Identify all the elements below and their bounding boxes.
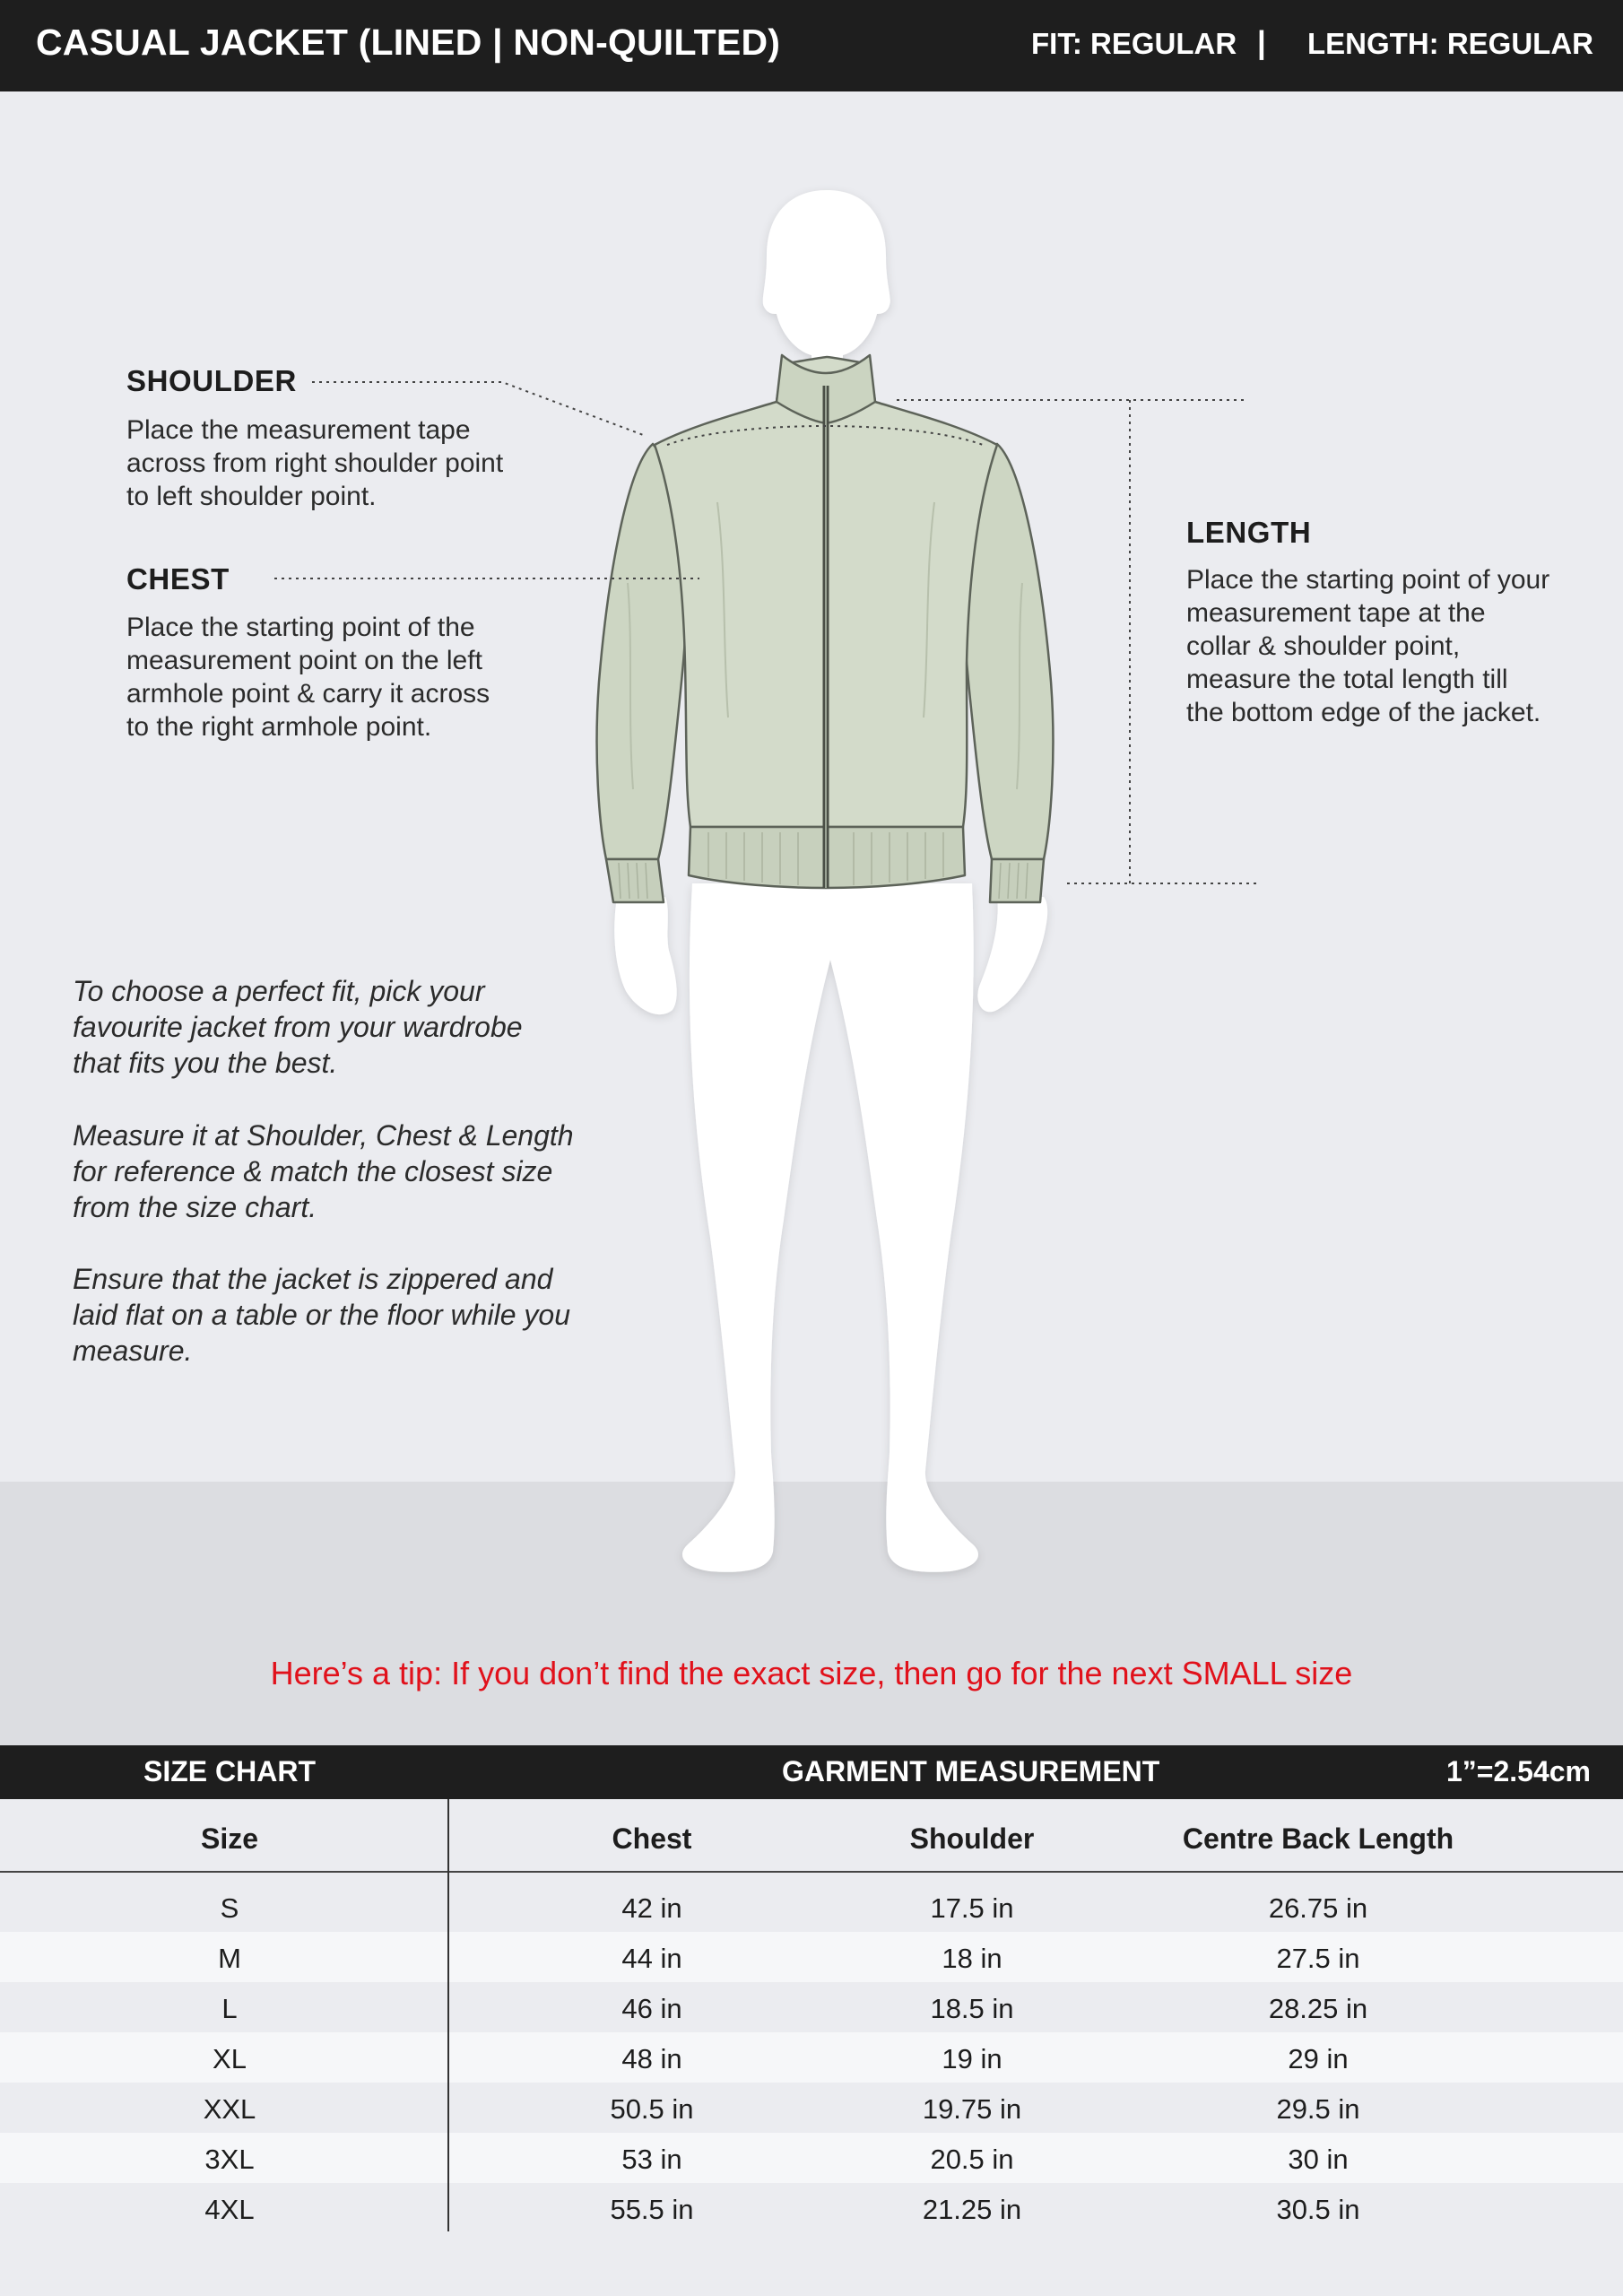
length-description: Place the starting point of your measurement tape at the collar & shoulder point, measure the total length till the bottom edge of the jacket. [1186,565,1550,727]
cell-shoulder: 20.5 in [930,2144,1014,2175]
cell-shoulder: 18 in [942,1943,1002,1974]
cell-chest: 50.5 in [610,2093,694,2125]
column-header-length: Centre Back Length [1182,1822,1454,1855]
shoulder-description: Place the measurement tape across from right shoulder point to left shoulder point. [126,415,504,511]
cell-size: S [220,1892,239,1924]
column-header-shoulder: Shoulder [909,1822,1035,1855]
cell-length: 29.5 in [1276,2093,1360,2125]
cell-size: XL [213,2043,247,2074]
cell-size: 4XL [204,2194,255,2225]
size-chart-table [0,1799,1623,2296]
product-title: CASUAL JACKET (LINED | NON-QUILTED) [36,22,781,63]
cell-length: 30 in [1288,2144,1349,2175]
column-divider [447,1799,449,2231]
table-row [0,1982,1623,2032]
cell-chest: 55.5 in [610,2194,694,2225]
jacket [597,355,1054,902]
table-row [0,2032,1623,2083]
cell-size: L [221,1993,238,2024]
cell-chest: 53 in [621,2144,682,2175]
table-header-row [0,1799,1623,1873]
table-row [0,2183,1623,2233]
table-row [0,2083,1623,2133]
cell-shoulder: 19.75 in [922,2093,1022,2125]
length-label: LENGTH: REGULAR [1307,27,1593,60]
column-header-chest: Chest [612,1822,692,1855]
header-separator: | [1257,25,1266,60]
table-row [0,1932,1623,1982]
cell-length: 29 in [1288,2043,1349,2074]
instruction-paragraph-2: Measure it at Shoulder, Chest & Length for reference & match the closest size from the size chart. [73,1119,574,1223]
chest-description: Place the starting point of the measurement point on the left armhole point & carry it across to the right armhole point. [126,613,490,742]
instruction-paragraph-3: Ensure that the jacket is zippered and laid flat on a table or the floor while you measure. [73,1263,570,1367]
table-row [0,2133,1623,2183]
length-heading: LENGTH [1186,516,1312,549]
table-row [0,1882,1623,1932]
size-chart-title: SIZE CHART [143,1755,316,1787]
cell-size: XXL [203,2093,256,2125]
unit-conversion: 1”=2.54cm [1445,1755,1591,1787]
cell-chest: 44 in [621,1943,682,1974]
cell-shoulder: 21.25 in [922,2194,1022,2225]
cell-shoulder: 19 in [942,2043,1002,2074]
cell-shoulder: 17.5 in [930,1892,1014,1924]
cell-length: 27.5 in [1276,1943,1360,1974]
cell-size: 3XL [204,2144,255,2175]
garment-measurement-title: GARMENT MEASUREMENT [782,1755,1160,1787]
instruction-paragraph-1: To choose a perfect fit, pick your favourite jacket from your wardrobe that fits you the best. [73,975,523,1079]
column-header-size: Size [200,1822,259,1855]
cell-length: 30.5 in [1276,2194,1360,2225]
cell-chest: 42 in [621,1892,682,1924]
cell-length: 28.25 in [1268,1993,1368,2024]
cell-size: M [218,1943,241,1974]
cell-chest: 48 in [621,2043,682,2074]
cell-chest: 46 in [621,1993,682,2024]
size-tip: Here’s a tip: If you don’t find the exact size, then go for the next SMALL size [270,1655,1353,1692]
cell-length: 26.75 in [1268,1892,1368,1924]
chest-heading: CHEST [126,562,230,596]
fit-label: FIT: REGULAR [1031,27,1237,60]
shoulder-heading: SHOULDER [126,364,297,397]
cell-shoulder: 18.5 in [930,1993,1014,2024]
size-chart-header [0,1745,1623,1799]
